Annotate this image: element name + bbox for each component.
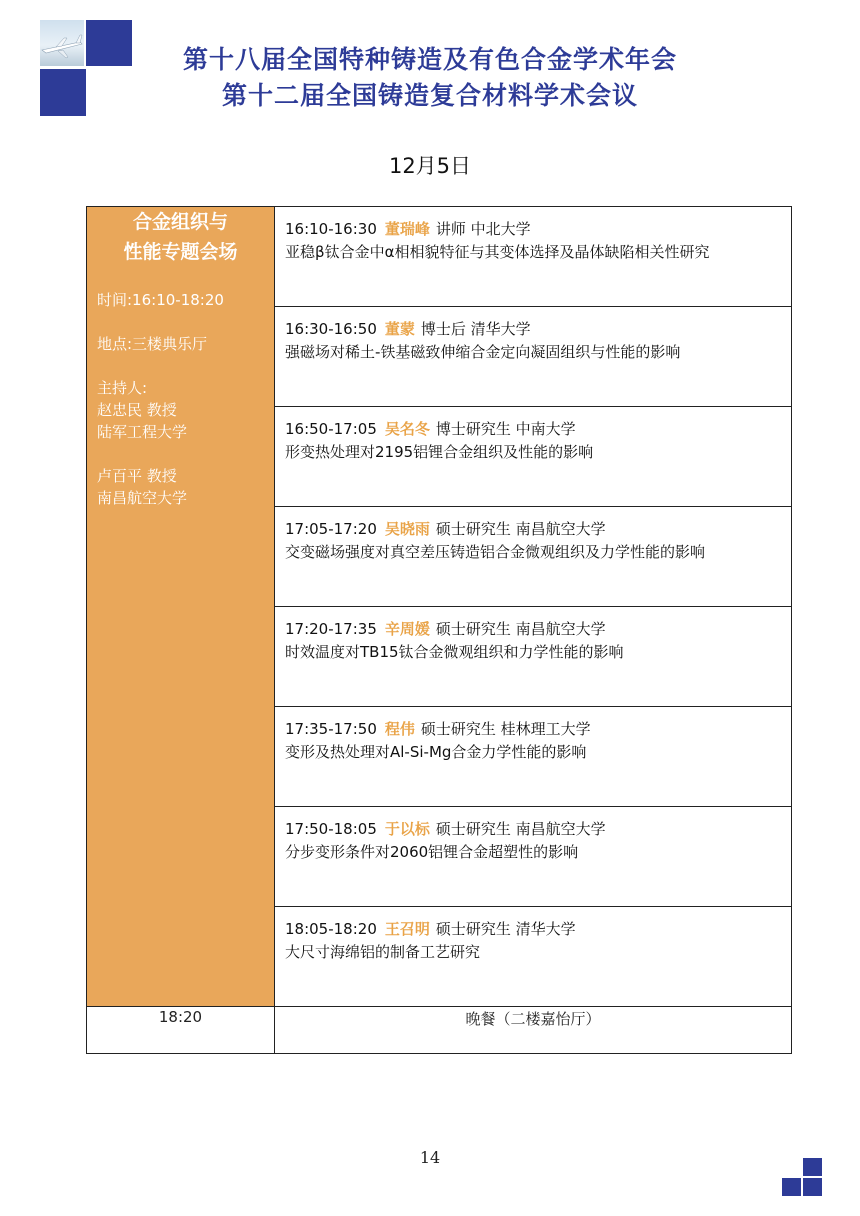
- speaker-name: 王召明: [384, 920, 430, 938]
- talk-title: 交变磁场强度对真空差压铸造铝合金微观组织及力学性能的影响: [285, 543, 706, 561]
- host1-org: 陆军工程大学: [97, 423, 188, 441]
- host1-name: 赵忠民 教授: [97, 401, 177, 419]
- session-place: 地点:三楼典乐厅: [97, 335, 208, 353]
- speaker-name: 董瑞峰: [384, 220, 430, 238]
- talk-title: 变形及热处理对Al-Si-Mg合金力学性能的影响: [285, 743, 587, 761]
- session-cell: [87, 207, 275, 1007]
- talk-cell: 16:50-17:05 吴名冬 博士研究生 中南大学 形变热处理对2195铝锂合金组织及性能的影响: [275, 407, 792, 507]
- host-label: 主持人:: [97, 379, 148, 397]
- schedule-date: 12月5日: [388, 154, 472, 178]
- speaker-name: 吴名冬: [384, 420, 430, 438]
- talk-title: 分步变形条件对2060铝锂合金超塑性的影响: [285, 843, 579, 861]
- host2-name: 卢百平 教授: [97, 467, 177, 485]
- session-time: 时间:16:10-18:20: [97, 291, 224, 309]
- talk-cell: 18:05-18:20 王召明 硕士研究生 清华大学 大尺寸海绵铝的制备工艺研究: [275, 907, 792, 1007]
- talk-title: 时效温度对TB15钛合金微观组织和力学性能的影响: [285, 643, 624, 661]
- dinner-row: [87, 1007, 792, 1054]
- talk-title: 形变热处理对2195铝锂合金组织及性能的影响: [285, 443, 594, 461]
- corner-squares-icon: [782, 1158, 822, 1196]
- session-name: 合金组织与 性能专题会场: [123, 211, 238, 263]
- talk-cell: 17:20-17:35 辛周媛 硕士研究生 南昌航空大学 时效温度对TB15钛合金微观组织和力学性能的影响: [275, 607, 792, 707]
- speaker-name: 辛周媛: [384, 620, 430, 638]
- dinner-time: 18:20: [87, 1007, 275, 1054]
- speaker-name: 于以标: [384, 820, 430, 838]
- table-row: [87, 207, 792, 307]
- talk-cell: 16:30-16:50 董蒙 博士后 清华大学 强磁场对稀土-铁基磁致伸缩合金定向凝固组织与性能的影响: [275, 307, 792, 407]
- conference-title-1: 第十八届全国特种铸造及有色合金学术年会: [182, 45, 677, 74]
- talk-cell: 17:05-17:20 吴晓雨 硕士研究生 南昌航空大学 交变磁场强度对真空差压铸造铝合金微观组织及力学性能的影响: [275, 507, 792, 607]
- conference-title-2: 第十二届全国铸造复合材料学术会议: [221, 81, 638, 110]
- airplane-logo-icon: [40, 20, 132, 116]
- dinner-text: 晚餐（二楼嘉怡厅）: [275, 1007, 792, 1054]
- speaker-name: 程伟: [384, 720, 415, 738]
- speaker-name: 董蒙: [384, 320, 415, 338]
- talk-cell: 17:50-18:05 于以标 硕士研究生 南昌航空大学 分步变形条件对2060铝锂合金超塑性的影响: [275, 807, 792, 907]
- schedule-table: [86, 206, 792, 1054]
- talk-title: 大尺寸海绵铝的制备工艺研究: [285, 943, 481, 961]
- talk-cell: 17:35-17:50 程伟 硕士研究生 桂林理工大学 变形及热处理对Al-Si-Mg合金力学性能的影响: [275, 707, 792, 807]
- talk-cell: 16:10-16:30 董瑞峰 讲师 中北大学 亚稳β钛合金中α相相貌特征与其变体选择及晶体缺陷相关性研究: [275, 207, 792, 307]
- page-number: 14: [419, 1148, 441, 1167]
- talk-title: 亚稳β钛合金中α相相貌特征与其变体选择及晶体缺陷相关性研究: [285, 243, 710, 261]
- host2-org: 南昌航空大学: [97, 489, 188, 507]
- speaker-name: 吴晓雨: [384, 520, 430, 538]
- talk-title: 强磁场对稀土-铁基磁致伸缩合金定向凝固组织与性能的影响: [285, 343, 681, 361]
